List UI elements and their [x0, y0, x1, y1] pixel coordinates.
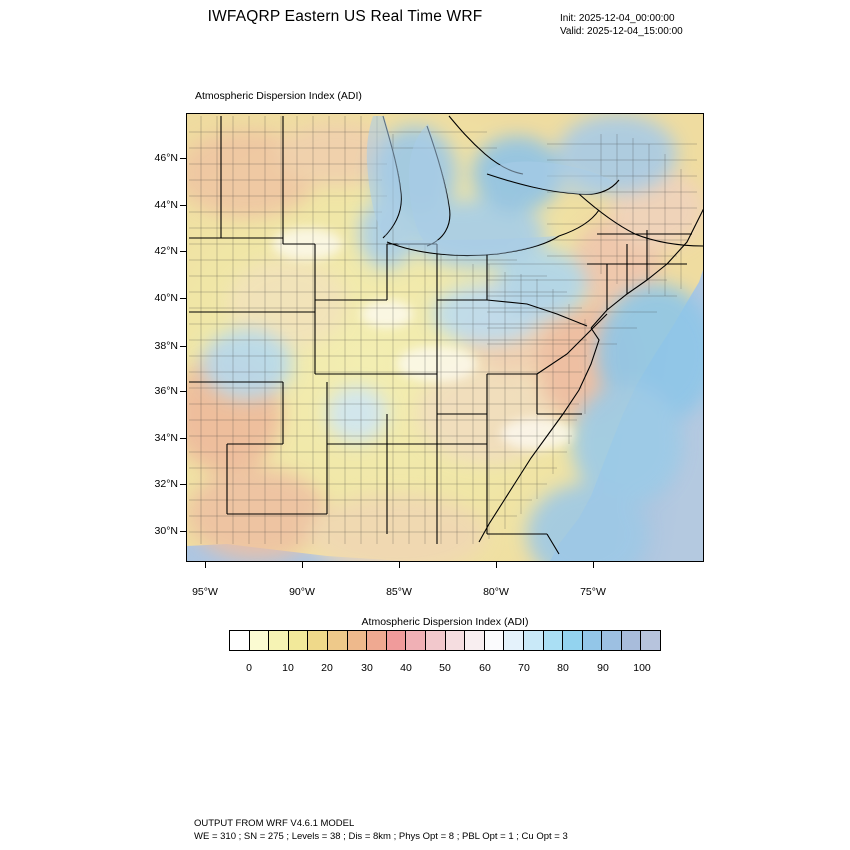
lat-tick-32N — [180, 484, 186, 485]
lat-label-44N: 44°N — [154, 199, 178, 211]
colorbar-title: Atmospheric Dispersion Index (ADI) — [361, 616, 529, 628]
model-time-block — [560, 12, 683, 38]
lat-tick-42N — [180, 251, 186, 252]
map-canvas — [187, 114, 704, 562]
colorbar-tick-30: 30 — [361, 662, 373, 674]
footer-line-2: WE = 310 ; SN = 275 ; Levels = 38 ; Dis = 8km ; Phys Opt = 8 ; PBL Opt = 1 ; Cu Opt = 3 — [194, 830, 568, 842]
page-title: IWFAQRP Eastern US Real Time WRF — [207, 8, 483, 25]
lat-tick-30N — [180, 531, 186, 532]
lat-tick-36N — [180, 391, 186, 392]
init-time: Init: 2025-12-04_00:00:00 — [560, 13, 675, 24]
colorbar-tick-40: 40 — [400, 662, 412, 674]
lat-label-40N: 40°N — [154, 292, 178, 304]
lat-label-30N: 30°N — [154, 525, 178, 537]
lon-tick-85W — [399, 562, 400, 568]
colorbar-swatch — [544, 631, 564, 650]
colorbar-tick-60: 60 — [479, 662, 491, 674]
colorbar-swatch — [328, 631, 348, 650]
lat-tick-40N — [180, 298, 186, 299]
map-plot-area[interactable] — [186, 113, 704, 562]
colorbar-swatch — [348, 631, 368, 650]
valid-time: Valid: 2025-12-04_15:00:00 — [560, 26, 683, 37]
footer-line-1: OUTPUT FROM WRF V4.6.1 MODEL — [194, 818, 355, 829]
lat-tick-46N — [180, 158, 186, 159]
lat-tick-38N — [180, 346, 186, 347]
colorbar-swatch — [426, 631, 446, 650]
lat-label-36N: 36°N — [154, 385, 178, 397]
colorbar-swatch — [269, 631, 289, 650]
plot-title: Atmospheric Dispersion Index (ADI) — [195, 90, 362, 102]
footer-block — [194, 818, 568, 843]
lon-label-85W: 85°W — [386, 586, 412, 598]
lon-label-80W: 80°W — [483, 586, 509, 598]
colorbar-swatch — [367, 631, 387, 650]
colorbar-swatch — [641, 631, 660, 650]
lon-label-95W: 95°W — [192, 586, 218, 598]
lon-label-90W: 90°W — [289, 586, 315, 598]
lat-label-38N: 38°N — [154, 340, 178, 352]
colorbar-swatch — [485, 631, 505, 650]
colorbar-tick-labels — [229, 662, 661, 676]
lat-label-34N: 34°N — [154, 432, 178, 444]
colorbar-swatch — [308, 631, 328, 650]
colorbar[interactable] — [229, 630, 661, 651]
colorbar-swatch — [622, 631, 642, 650]
colorbar-swatch — [230, 631, 250, 650]
colorbar-tick-10: 10 — [282, 662, 294, 674]
colorbar-swatch — [465, 631, 485, 650]
colorbar-swatch — [504, 631, 524, 650]
lon-tick-95W — [205, 562, 206, 568]
lat-label-32N: 32°N — [154, 478, 178, 490]
colorbar-tick-100: 100 — [633, 662, 651, 674]
colorbar-tick-80: 80 — [557, 662, 569, 674]
lat-label-46N: 46°N — [154, 152, 178, 164]
colorbar-swatch — [446, 631, 466, 650]
colorbar-tick-70: 70 — [518, 662, 530, 674]
colorbar-tick-0: 0 — [246, 662, 252, 674]
lon-tick-75W — [593, 562, 594, 568]
colorbar-swatch — [406, 631, 426, 650]
lon-tick-90W — [302, 562, 303, 568]
lon-label-75W: 75°W — [580, 586, 606, 598]
colorbar-swatch — [602, 631, 622, 650]
colorbar-swatch — [250, 631, 270, 650]
lat-label-42N: 42°N — [154, 245, 178, 257]
lat-tick-44N — [180, 205, 186, 206]
colorbar-tick-20: 20 — [321, 662, 333, 674]
lat-tick-34N — [180, 438, 186, 439]
colorbar-tick-50: 50 — [439, 662, 451, 674]
colorbar-swatch — [563, 631, 583, 650]
colorbar-swatch — [387, 631, 407, 650]
colorbar-swatch — [524, 631, 544, 650]
lon-tick-80W — [496, 562, 497, 568]
colorbar-tick-90: 90 — [597, 662, 609, 674]
colorbar-swatch — [583, 631, 603, 650]
colorbar-swatch — [289, 631, 309, 650]
